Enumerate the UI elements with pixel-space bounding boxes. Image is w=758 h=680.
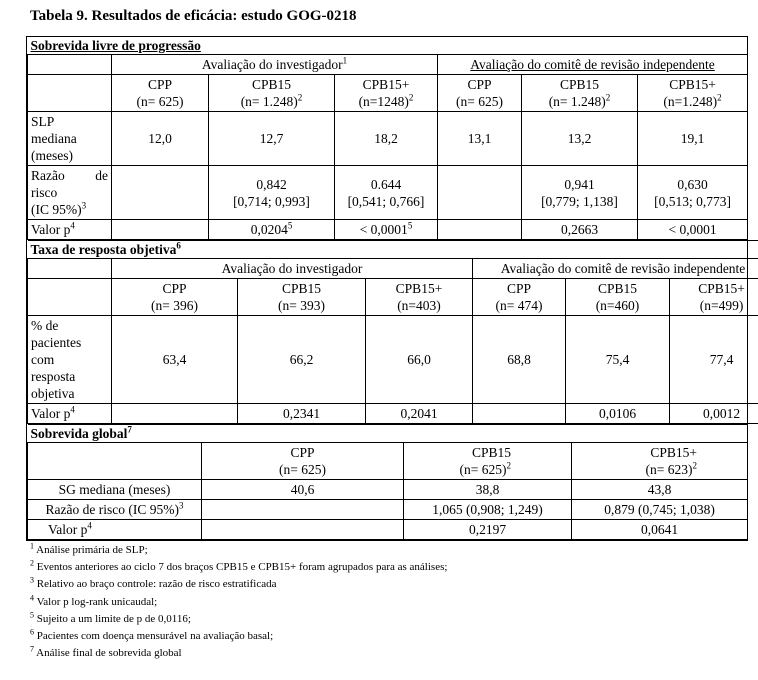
table-cell: 40,6: [202, 480, 404, 500]
orr-p-label: Valor $p^4$: [28, 404, 112, 424]
pfs-p-row: [28, 220, 748, 240]
table-cell: 0,0106: [566, 404, 670, 424]
pfs-group-irc: Avaliação do comitê de revisão independente: [438, 55, 748, 75]
pfs-col-header: CPP (n= 625): [438, 75, 522, 112]
orr-group-irc: Avaliação do comitê de revisão independente: [473, 259, 758, 279]
orr-col-header: CPB15 (n= 393): [238, 279, 366, 316]
table-cell: 43,8: [572, 480, 748, 500]
footnote: $^4$ Valor p log-rank unicaudal;: [30, 592, 158, 608]
os-median-label: SG mediana (meses): [28, 480, 202, 500]
pfs-col-header: CPP (n= 625): [112, 75, 209, 112]
orr-value-row: [28, 316, 758, 404]
table-cell: 0,0012: [670, 404, 758, 424]
results-table: [26, 36, 748, 541]
orr-col-header: CPB15+ (n=499): [670, 279, 758, 316]
table-cell: 0,630 [0,513; 0,773]: [638, 166, 748, 220]
table-cell: 0,842 [0,714; 0,993]: [209, 166, 335, 220]
table-cell: 12,0: [112, 112, 209, 166]
pfs-table: [27, 37, 748, 240]
pfs-hr-label: Razão de risco (IC 95%)$^3$: [28, 166, 112, 220]
os-section-heading: Sobrevida global$^7$: [28, 425, 748, 443]
footnote: $^3$ Relativo ao braço controle: razão de risco estratificada: [30, 575, 277, 591]
pfs-section-heading: Sobrevida livre de progressão: [28, 37, 748, 55]
os-hr-label: Razão de risco (IC 95%)$^3$: [28, 500, 202, 520]
table-cell: 0,879 (0,745; 1,038): [572, 500, 748, 520]
orr-col-header: CPB15+ (n=403): [366, 279, 473, 316]
orr-p-row: [28, 404, 758, 424]
pfs-header-empty: [28, 75, 112, 112]
table-cell: [112, 166, 209, 220]
footnote: $^7$ Análise final de sobrevida global: [30, 644, 182, 660]
table-cell: 66,0: [366, 316, 473, 404]
table-cell: 0,2041: [366, 404, 473, 424]
table-cell: 12,7: [209, 112, 335, 166]
orr-group-investigator: Avaliação do investigador: [112, 259, 473, 279]
table-cell: [473, 404, 566, 424]
orr-col-header: CPP (n= 474): [473, 279, 566, 316]
pfs-median-row: [28, 112, 748, 166]
orr-table: [27, 240, 758, 424]
orr-col-header: CPP (n= 396): [112, 279, 238, 316]
footnote: $^6$ Pacientes com doença mensurável na avaliação basal;: [30, 627, 274, 643]
pfs-col-header: CPB15+ (n=1.248)$^2$: [638, 75, 748, 112]
table-cell: 13,2: [522, 112, 638, 166]
os-p-row: [28, 520, 748, 540]
pfs-empty-corner: [28, 55, 112, 75]
table-cell: 19,1: [638, 112, 748, 166]
table-cell: 63,4: [112, 316, 238, 404]
table-cell: 75,4: [566, 316, 670, 404]
table-cell: 0,0204$^5$: [209, 220, 335, 240]
footnote: $^1$ Análise primária de SLP;: [30, 541, 148, 556]
table-cell: [438, 166, 522, 220]
footnotes: [30, 542, 447, 662]
os-hr-row: [28, 500, 748, 520]
pfs-hr-row: [28, 166, 748, 220]
orr-col-header: CPB15 (n=460): [566, 279, 670, 316]
pfs-col-header: CPB15 (n= 1.248)$^2$: [522, 75, 638, 112]
table-cell: 68,8: [473, 316, 566, 404]
table-cell: 0,0641: [572, 520, 748, 540]
table-cell: [438, 220, 522, 240]
table-cell: < $0,0001^5$: [335, 220, 438, 240]
table-cell: 0,2663: [522, 220, 638, 240]
table-cell: < 0,0001: [638, 220, 748, 240]
os-col-header: CPB15 (n= 625)$^2$: [404, 443, 572, 480]
orr-row-label: % de pacientes com resposta objetiva: [28, 316, 112, 404]
pfs-median-label: SLP mediana (meses): [28, 112, 112, 166]
table-cell: [112, 220, 209, 240]
os-col-header: CPP (n= 625): [202, 443, 404, 480]
os-median-row: [28, 480, 748, 500]
footnote: $^2$ Eventos anteriores ao ciclo 7 dos braços CPB15 e CPB15+ foram agrupados para as análises;: [30, 558, 448, 574]
table-cell: 38,8: [404, 480, 572, 500]
table-cell: 13,1: [438, 112, 522, 166]
footnote: $^5$ Sujeito a um limite de p de 0,0116;: [30, 610, 191, 625]
table-cell: 0,941 [0,779; 1,138]: [522, 166, 638, 220]
table-cell: 0.644 [0,541; 0,766]: [335, 166, 438, 220]
pfs-col-header: CPB15+ (n=1248)$^2$: [335, 75, 438, 112]
table-cell: 77,4: [670, 316, 758, 404]
os-p-label: Valor $p^4$: [28, 520, 202, 540]
pfs-col-header: CPB15 (n= 1.248)$^2$: [209, 75, 335, 112]
table-cell: 66,2: [238, 316, 366, 404]
table-title: Tabela 9. Resultados de eficácia: estudo GOG-0218: [30, 8, 357, 24]
table-cell: 1,065 (0,908; 1,249): [404, 500, 572, 520]
table-cell: 18,2: [335, 112, 438, 166]
table-cell: 0,2341: [238, 404, 366, 424]
table-cell: [202, 520, 404, 540]
table-cell: [112, 404, 238, 424]
orr-section-heading: Taxa de resposta objetiva$^6$: [28, 241, 758, 259]
pfs-p-label: Valor $p^4$: [28, 220, 112, 240]
os-table: [27, 424, 748, 540]
orr-header-empty: [28, 279, 112, 316]
pfs-group-investigator: Avaliação do investigador$^1$: [112, 55, 438, 75]
os-header-empty: [28, 443, 202, 480]
os-col-header: CPB15+ (n= 623)$^2$: [572, 443, 748, 480]
orr-empty-corner: [28, 259, 112, 279]
table-cell: 0,2197: [404, 520, 572, 540]
table-cell: [202, 500, 404, 520]
